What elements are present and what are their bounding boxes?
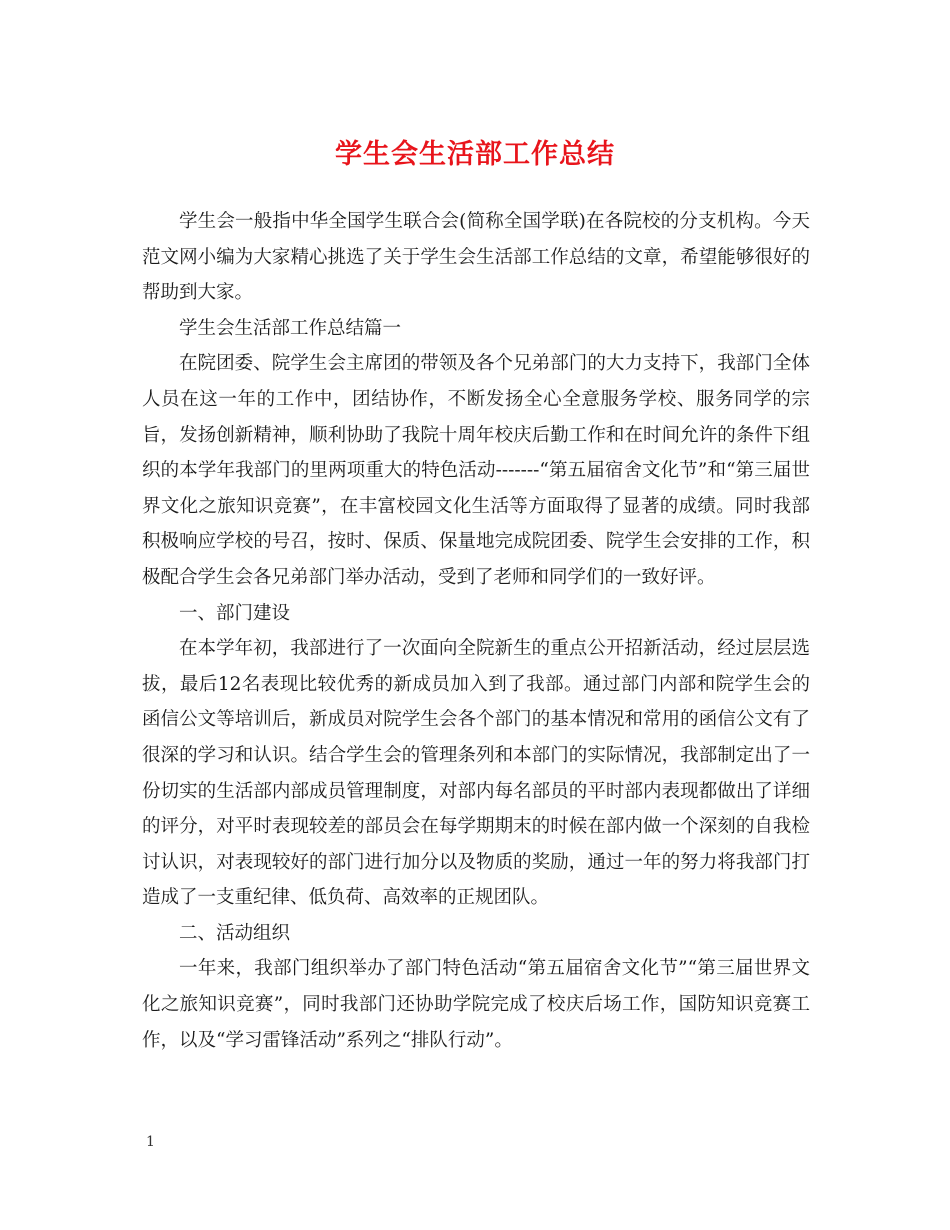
body-paragraph: 在院团委、院学生会主席团的带领及各个兄弟部门的大力支持下，我部门全体人员在这一年的工作中，团结协作，不断发扬全心全意服务学校、服务同学的宗旨，发扬创新精神，顺利协助了我院十周年校庆后勤工作和在时间允许的条件下组织的本学年我部门的里两项重大的特色活动-------“第五届宿舍文化节”和“第三届世界文化之旅知识竞赛”，在丰富校园文化生活等方面取得了显著的成绩。同时我部积极响应学校的号召，按时、保质、保量地完成院团委、院学生会安排的工作，积极配合学生会各兄弟部门举办活动，受到了老师和同学们的一致好评。 xyxy=(142,353,810,588)
document-body xyxy=(142,204,810,1058)
section-heading-department-building: 一、部门建设 xyxy=(179,602,291,624)
document-title: 学生会生活部工作总结 xyxy=(335,139,615,170)
section-heading-part-one: 学生会生活部工作总结篇一 xyxy=(179,317,402,339)
page-number: 1 xyxy=(146,1134,155,1150)
body-paragraph: 一年来，我部门组织举办了部门特色活动“第五届宿舍文化节”“第三届世界文化之旅知识竞赛”，同时我部门还协助学院完成了校庆后场工作，国防知识竞赛工作，以及“学习雷锋活动”系列之“排队行动”。 xyxy=(142,958,810,1051)
body-paragraph: 在本学年初，我部进行了一次面向全院新生的重点公开招新活动，经过层层选拔，最后12名表现比较优秀的新成员加入到了我部。通过部门内部和院学生会的函信公文等培训后，新成员对院学生会各个部门的基本情况和常用的函信公文有了很深的学习和认识。结合学生会的管理条列和本部门的实际情况，我部制定出了一份切实的生活部内部成员管理制度，对部内每名部员的平时部内表现都做出了详细的评分，对平时表现较差的部员会在每学期期末的时候在部内做一个深刻的自我检讨认识，对表现较好的部门进行加分以及物质的奖励，通过一年的努力将我部门打造成了一支重纪律、低负荷、高效率的正规团队。 xyxy=(142,638,810,909)
intro-paragraph: 学生会一般指中华全国学生联合会(简称全国学联)在各院校的分支机构。今天范文网小编为大家精心挑选了关于学生会生活部工作总结的文章，希望能够很好的帮助到大家。 xyxy=(142,211,810,304)
section-heading-activity-organization: 二、活动组织 xyxy=(179,922,291,944)
